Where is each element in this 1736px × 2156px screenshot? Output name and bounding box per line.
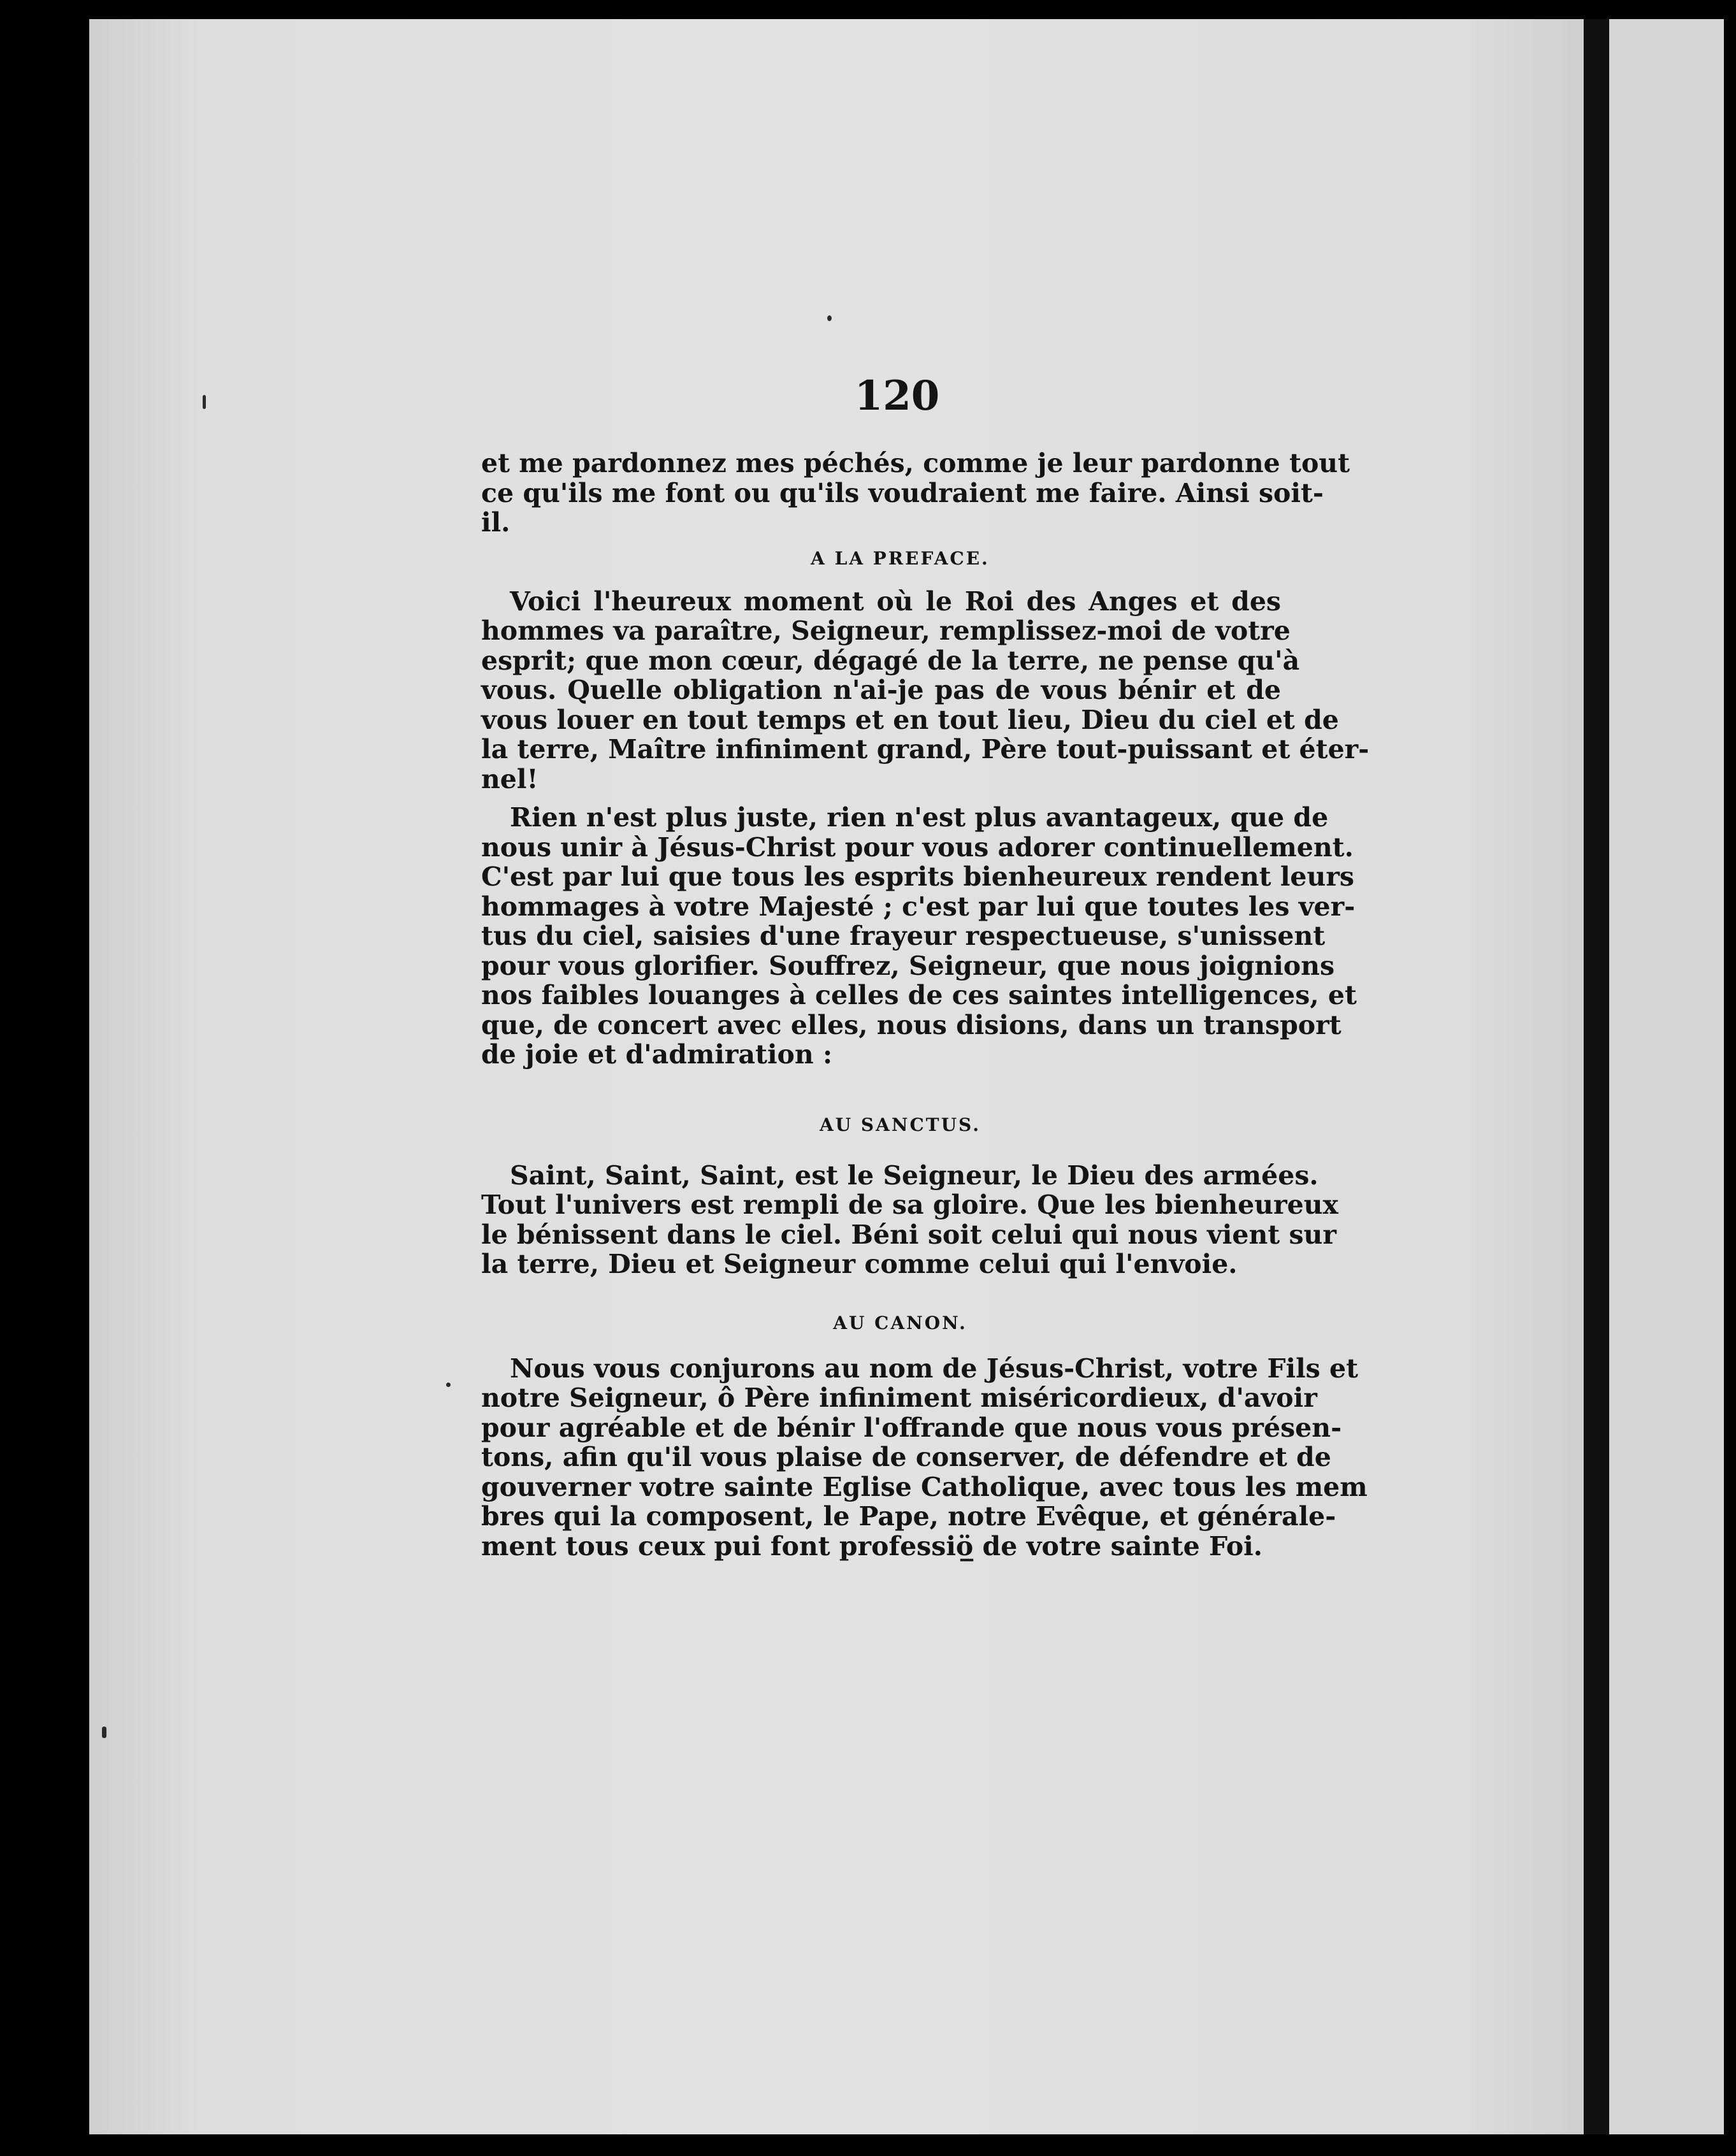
text-line: la terre, Maître infiniment grand, Père tout-puissant et éter- (481, 734, 1370, 765)
speck-mark (446, 1383, 451, 1387)
heading-preface: A LA PREFACE. (811, 547, 990, 569)
text-line: vous. Quelle obligation n'ai-je pas de vous bénir et de (481, 675, 1281, 705)
text-line: ce qu'ils me font ou qu'ils voudraient me faire. Ainsi soit- (481, 477, 1324, 508)
text-line: Rien n'est plus juste, rien n'est plus avantageux, que de (510, 802, 1329, 833)
rien-paragraph (481, 802, 1357, 1070)
text-line: il. (481, 507, 510, 538)
text-line: et me pardonnez mes péchés, comme je leur pardonne tout (481, 448, 1350, 478)
text-line: hommes va paraître, Seigneur, remplissez-moi de votre (481, 615, 1291, 646)
opening-paragraph (481, 448, 1350, 538)
text-line: vous louer en tout temps et en tout lieu, Dieu du ciel et de (481, 704, 1339, 735)
text-line: notre Seigneur, ô Père infiniment miséricordieux, d'avoir (481, 1383, 1317, 1413)
text-line: Nous vous conjurons au nom de Jésus-Christ, votre Fils et (510, 1353, 1359, 1384)
text-line: hommages à votre Majesté ; c'est par lui que toutes les ver- (481, 891, 1356, 922)
text-line: la terre, Dieu et Seigneur comme celui qui l'envoie. (481, 1249, 1238, 1279)
speck-mark (203, 395, 206, 409)
heading-sanctus: AU SANCTUS. (820, 1114, 981, 1135)
adjacent-page-edge (1609, 19, 1724, 2134)
text-line: esprit; que mon cœur, dégagé de la terre, ne pense qu'à (481, 645, 1300, 676)
text-line: le bénissent dans le ciel. Béni soit celui qui nous vient sur (481, 1219, 1336, 1250)
page-text (481, 372, 1370, 1562)
text-line: nous unir à Jésus-Christ pour vous adorer continuellement. (481, 831, 1354, 863)
text-line: Voici l'heureux moment où le Roi des Anges et des (510, 586, 1281, 617)
text-line: tons, afin qu'il vous plaise de conserver, de défendre et de (481, 1442, 1331, 1472)
sanctus-paragraph (481, 1160, 1338, 1279)
text-line: bres qui la composent, le Pape, notre Evêque, et générale- (481, 1501, 1336, 1532)
text-line: C'est par lui que tous les esprits bienheureux rendent leurs (481, 861, 1354, 892)
heading-canon: AU CANON. (833, 1312, 967, 1333)
text-line: que, de concert avec elles, nous disions, dans un transport (481, 1009, 1342, 1040)
text-line: Tout l'univers est rempli de sa gloire. Que les bienheureux (481, 1189, 1338, 1220)
text-line: ment tous ceux pui font professiö̲ de votre sainte Foi. (481, 1530, 1263, 1562)
text-line: pour vous glorifier. Souffrez, Seigneur, que nous joignions (481, 950, 1335, 981)
text-line: nos faibles louanges à celles de ces saintes intelligences, et (481, 980, 1357, 1010)
preface-paragraph (481, 586, 1370, 794)
canon-paragraph (481, 1353, 1368, 1562)
text-line: tus du ciel, saisies d'une frayeur respectueuse, s'unissent (481, 921, 1326, 951)
text-line: nel! (481, 763, 539, 794)
page-gutter (1584, 19, 1609, 2134)
text-line: gouverner votre sainte Eglise Catholique, avec tous les mem (481, 1471, 1368, 1502)
speck-mark (102, 1727, 106, 1738)
text-line: de joie et d'admiration : (481, 1039, 833, 1070)
speck-mark (827, 315, 832, 321)
text-line: Saint, Saint, Saint, est le Seigneur, le Dieu des armées. (510, 1160, 1319, 1191)
page-number: 120 (854, 372, 940, 420)
text-line: pour agréable et de bénir l'offrande que nous vous présen- (481, 1412, 1342, 1443)
